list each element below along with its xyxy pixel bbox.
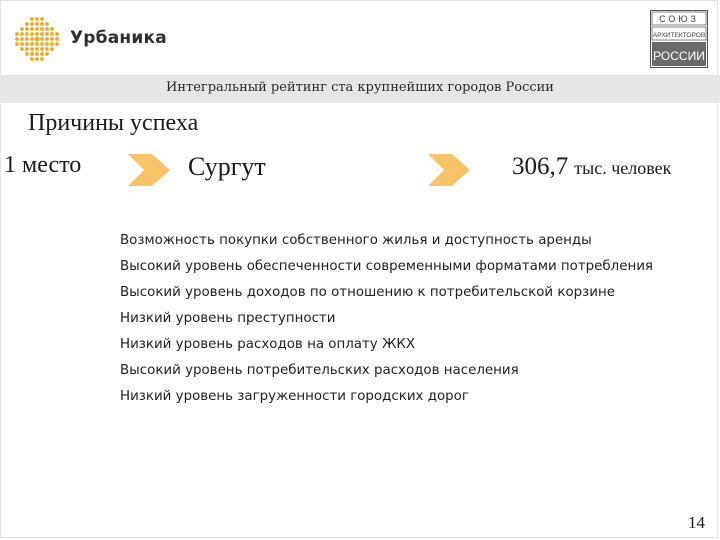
population	[512, 153, 671, 181]
reasons-list	[120, 229, 653, 411]
union-line-1: СОЮЗ	[659, 14, 699, 24]
section-title: Причины успеха	[28, 110, 199, 136]
list-item: Высокий уровень обеспеченности современными форматами потребления	[120, 259, 653, 274]
list-item: Возможность покупки собственного жилья и доступность аренды	[120, 233, 592, 248]
chevron-right-icon	[128, 154, 170, 186]
list-item: Низкий уровень расходов на оплату ЖКХ	[120, 337, 416, 352]
rating-title: Интегральный рейтинг ста крупнейших городов России	[166, 80, 554, 95]
place-label: 1 место	[4, 152, 82, 178]
city-name: Сургут	[188, 152, 266, 181]
brand-name: Урбаника	[70, 28, 167, 48]
urbanika-logo-icon	[14, 16, 60, 62]
list-item: Низкий уровень преступности	[120, 311, 336, 326]
list-item: Низкий уровень загруженности городских дорог	[120, 389, 469, 404]
list-item: Высокий уровень потребительских расходов населения	[120, 363, 519, 378]
union-line-3: РОССИИ	[653, 49, 705, 63]
population-value: 306,7	[512, 153, 569, 180]
page-number: 14	[688, 513, 705, 532]
list-item: Высокий уровень доходов по отношению к потребительской корзине	[120, 285, 615, 300]
population-unit: тыс. человек	[574, 158, 672, 178]
union-architects-logo	[650, 10, 708, 68]
chevron-right-icon	[428, 154, 470, 186]
union-line-2: АРХИТЕКТОРОВ	[652, 32, 706, 39]
